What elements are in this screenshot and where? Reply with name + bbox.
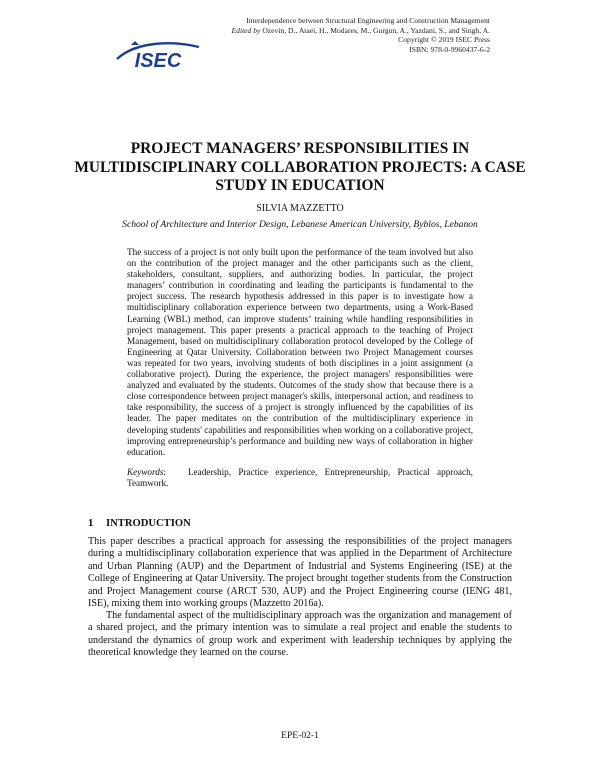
isbn: ISBN: 978-0-9960437-6-2 xyxy=(409,44,490,54)
author-affiliation: School of Architecture and Interior Design, Lebanese American University, Byblos, Lebanon xyxy=(122,219,478,230)
keywords-list: Leadership, Practice experience, Entrepreneurship, Practical approach, Teamwork. xyxy=(127,467,473,489)
author-name: SILVIA MAZZETTO xyxy=(256,203,344,214)
section-number: 1 xyxy=(88,518,94,529)
abstract: The success of a project is not only built upon the performance of the team involved but also on the contribution of the project manager and the other participants such as the client, stakeholders, consultant, suppliers, and authorizing bodies. In particular, the project managers’ contribution in coordinating and leading the participants is fundamental to the project success. The research hypothesis addressed in this paper is to investigate how a multidisciplinary collaboration experience between two departments, using a Work-Based Learning (WBL) method, can improve students’ training while handling responsibilities in project management. This paper presents a practical approach to the teaching of Project Management, based on multidisciplinary collaboration protocol developed by the College of Engineering at Qatar University. Collaboration between two Project Management courses was repeated for two years, involving students of both disciplines in a joint assignment (a collaborative project). During the experience, the project managers' responsibilities were analyzed and evaluated by the students. Outcomes of the study show that because there is a close correspondence between project manager's skills, interpersonal action, and readiness to take responsibility, the success of a project is strongly influenced by the capabilities of its leader. The paper meditates on the contribution of the multidisciplinary experience in developing students' capabilities and responsibilities when working on a collaborative project, improving entrepreneurship’s performance and building new ways of collaboration in higher education. xyxy=(127,247,473,457)
page-header xyxy=(150,16,490,54)
section-title: INTRODUCTION xyxy=(106,518,191,529)
edited-label: Edited by xyxy=(231,25,261,35)
editors-line xyxy=(150,26,490,36)
copyright: Copyright © 2019 ISEC Press xyxy=(398,35,490,45)
keywords: Keywords: Leadership, Practice experience, Entrepreneurship, Practical approach, Teamwork. xyxy=(127,467,473,489)
editors: Ozevin, D., Ataei, H., Modares, M., Gurgun, A., Yazdani, S., and Singh, A. xyxy=(262,25,490,35)
keywords-label: Keywords xyxy=(127,467,164,477)
page-footer: EPE-02-1 xyxy=(281,730,319,741)
book-title: Interdependence between Structural Engineering and Construction Management xyxy=(246,16,490,25)
paper-title: PROJECT MANAGERS’ RESPONSIBILITIES IN MULTIDISCIPLINARY COLLABORATION PROJECTS: A CASE STUDY IN EDUCATION xyxy=(74,140,526,194)
logo-text: ISEC xyxy=(134,50,182,72)
intro-paragraph-1: This paper describes a practical approach for assessing the responsibilities of the project managers during a multidisciplinary collaboration experience that was applied in the Department of Architecture and Urban Planning (AUP) and the Department of Industrial and Systems Engineering (ISE) at the College of Engineering at Qatar University. The project brought together students from the Construction and Project Management course (ARCT 530, AUP) and the Project Engineering course (IENG 481, ISE), mixing them into working groups (Mazzetto 2016a). xyxy=(88,536,512,610)
intro-paragraph-2: The fundamental aspect of the multidisciplinary approach was the organization and management of a shared project, and the primary intention was to simulate a real project and enable the students to understand the dynamics of group work and experiment with leadership techniques by applying the theoretical knowledge they learned on the course. xyxy=(88,610,512,659)
section-heading xyxy=(88,518,191,529)
